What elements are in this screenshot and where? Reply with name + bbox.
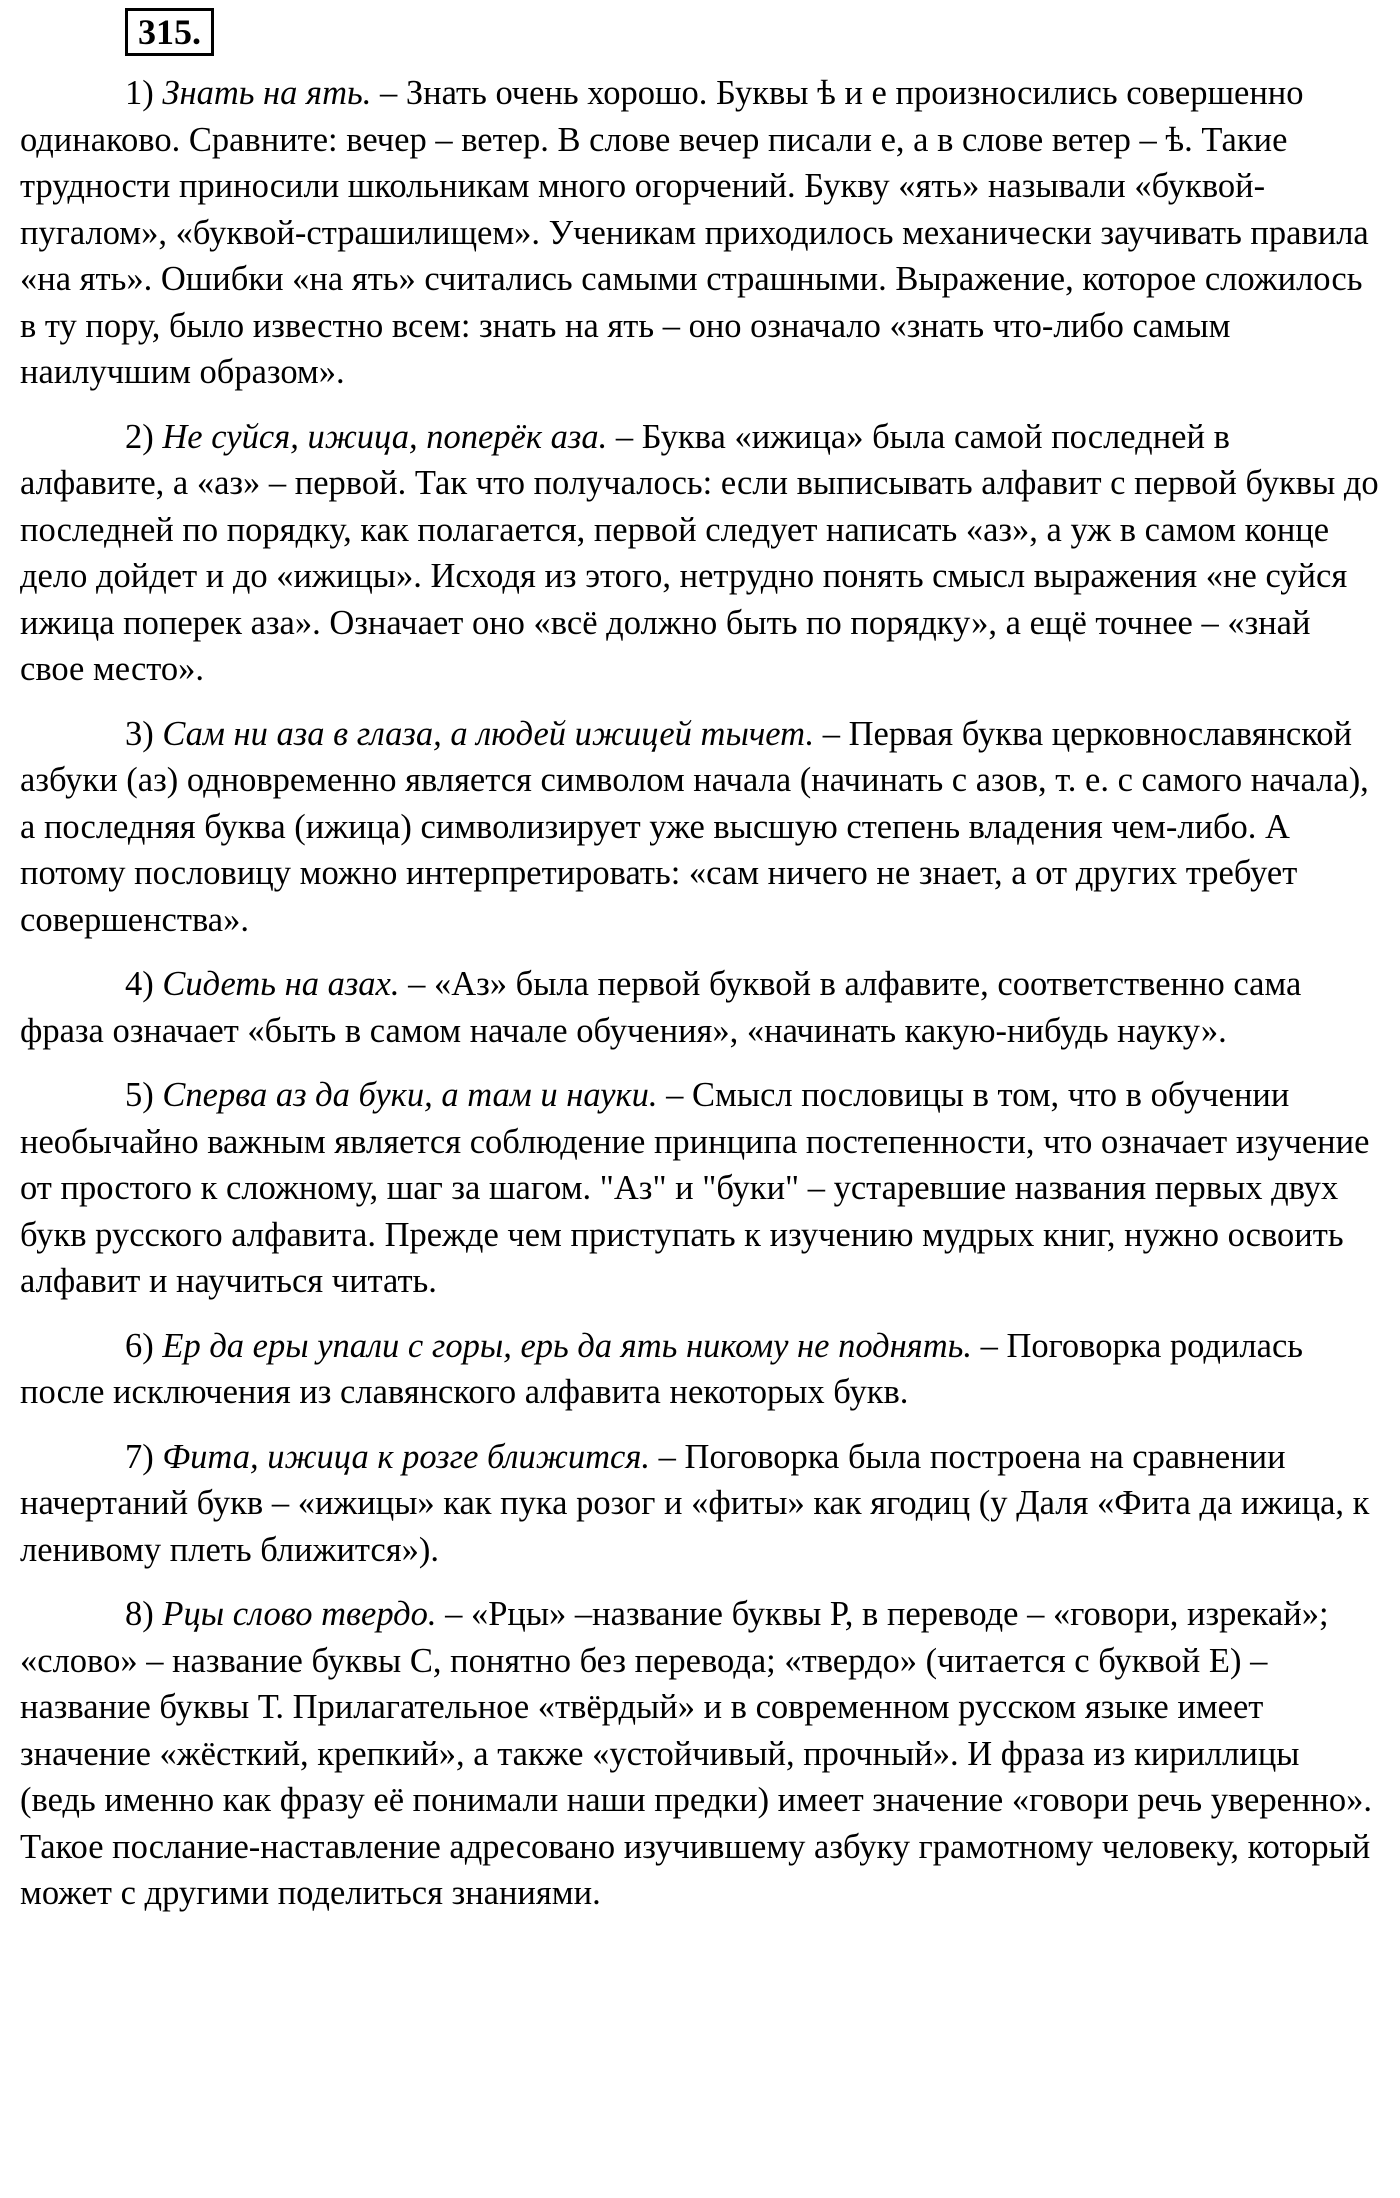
idiom-phrase: Фита, ижица к розге ближится. [162,1437,651,1476]
paragraph-body: – Первая буква церковнославянской азбуки (аз) одновременно является символом начала (начинать с азов, т. е. с самого начала), а последняя буква (ижица) символизирует уже высшую степень владения чем-либо. А потому пословицу можно интерпретировать: «сам ничего не знает, а от других требует совершенства». [20,714,1369,939]
paragraph-body: – Смысл пословицы в том, что в обучении необычайно важным является соблюдение принципа постепенности, что означает изучение от простого к сложному, шаг за шагом. "Аз" и "буки" – устаревшие названия первых двух букв русского алфавита. Прежде чем приступать к изучению мудрых книг, нужно освоить алфавит и научиться читать. [20,1076,1370,1300]
paragraph-number: 1) [125,74,163,112]
paragraph-number: 8) [125,1595,163,1633]
paragraph-number: 6) [125,1326,163,1365]
paragraph-number: 4) [125,965,163,1003]
idiom-phrase: Ер да еры упали с горы, ерь да ять никому не поднять. [162,1326,972,1365]
paragraph-body: – «Рцы» –название буквы Р, в переводе – «говори, изрекай»; «слово» – название буквы С, понятно без перевода; «твердо» (читается с буквой Е) – название буквы Т. Прилагательное «твёрдый» и в современном русском языке имеет значение «жёсткий, крепкий», а также «устойчивый, прочный». И фраза из кириллицы (ведь именно как фразу её понимали наши предки) имеет значение «говори речь уверенно». Такое послание-наставление адресовано изучившему азбуку грамотному человеку, который может с другими поделиться знаниями. [20,1595,1372,1912]
paragraph-number: 5) [125,1076,163,1114]
paragraph-4 [20,961,1380,1054]
paragraph-1 [20,70,1380,396]
exercise-number: 315. [125,8,214,56]
paragraph-number: 3) [125,714,163,753]
paragraph-body: – Буква «ижица» была самой последней в алфавите, а «аз» – первой. Так что получалось: если выписывать алфавит с первой буквы до последней по порядку, как полагается, первой следует написать «аз», а уж в самом конце дело дойдет и до «ижицы». Исходя из этого, нетрудно понять смысл выражения «не суйся ижица поперек аза». Означает оно «всё должно быть по порядку», а ещё точнее – «знай свое место». [20,417,1379,688]
idiom-phrase: Сам ни аза в глаза, а людей ижицей тычет. [162,714,815,753]
paragraph-5 [20,1072,1380,1305]
paragraph-body: – Поговорка родилась после исключения из славянского алфавита некоторых букв. [20,1326,1304,1411]
idiom-phrase: Сперва аз да буки, а там и науки. [162,1076,658,1114]
paragraph-8 [20,1591,1380,1917]
paragraph-body: – Поговорка была построена на сравнении начертаний букв – «ижицы» как пука розог и «фиты» как ягодиц (у Даля «Фита да ижица, к ленивому плеть ближится»). [20,1437,1370,1569]
idiom-phrase: Знать на ять. [162,74,372,112]
paragraph-3 [20,711,1380,944]
idiom-phrase: Не суйся, ижица, поперёк аза. [162,417,608,456]
paragraph-number: 7) [125,1437,163,1476]
answer-text [20,70,1380,1917]
paragraph-number: 2) [125,417,163,456]
paragraph-body: – Знать очень хорошо. Буквы ѣ и е произносились совершенно одинаково. Сравните: вечер – ветер. В слове вечер писали е, а в слове ветер – ѣ. Такие трудности приносили школьникам много огорчений. Букву «ять» называли «буквой-пугалом», «буквой-страшилищем». Ученикам приходилось механически заучивать правила «на ять». Ошибки «на ять» считались самыми страшными. Выражение, которое сложилось в ту пору, было известно всем: знать на ять – оно означало «знать что-либо самым наилучшим образом». [20,74,1369,391]
paragraph-6 [20,1323,1380,1416]
idiom-phrase: Рцы слово твердо. [162,1595,437,1633]
idiom-phrase: Сидеть на азах. [162,965,400,1003]
paragraph-7 [20,1434,1380,1574]
paragraph-2 [20,414,1380,693]
paragraph-body: – «Аз» была первой буквой в алфавите, соответственно сама фраза означает «быть в самом начале обучения», «начинать какую-нибудь науку». [20,965,1302,1050]
